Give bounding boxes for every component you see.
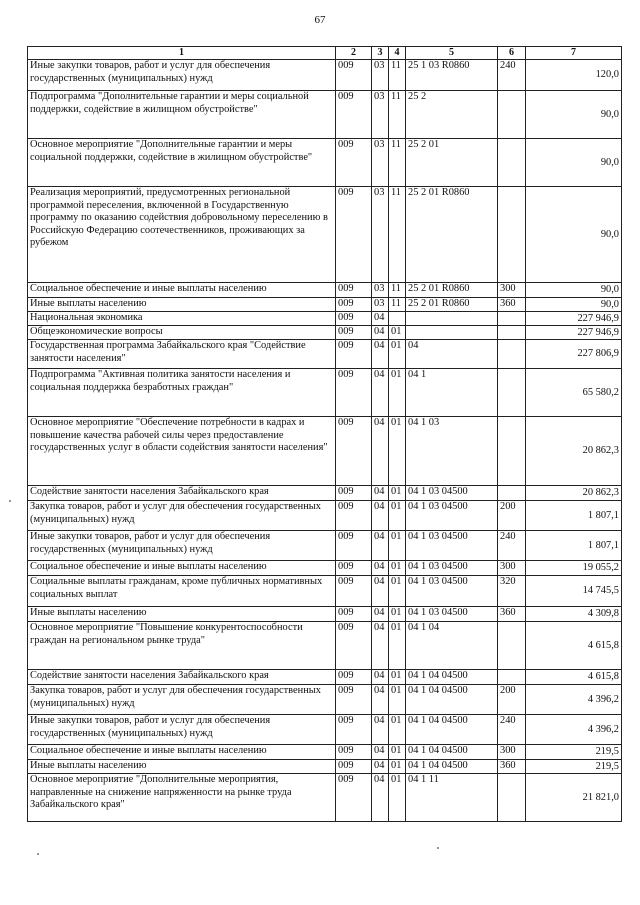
row-target-article: 04 1 03 [406,417,498,486]
scan-speck [37,853,39,855]
row-amount: 227 946,9 [526,326,622,340]
row-target-article: 04 1 04 04500 [406,745,498,760]
row-target-article: 04 1 04 [406,622,498,670]
row-subsection: 01 [389,561,406,576]
row-admin-code: 009 [336,91,372,139]
row-section: 04 [372,326,389,340]
row-subsection: 11 [389,60,406,91]
row-target-article: 25 2 01 R0860 [406,283,498,298]
row-amount: 20 862,3 [526,486,622,501]
row-expense-type [498,417,526,486]
table-row [28,774,622,822]
row-section: 04 [372,685,389,715]
row-amount: 90,0 [526,283,622,298]
row-amount: 219,5 [526,745,622,760]
row-admin-code: 009 [336,774,372,822]
row-amount: 1 807,1 [526,501,622,531]
table-row [28,60,622,91]
row-amount: 4 309,8 [526,607,622,622]
header-col-7: 7 [526,47,622,60]
row-subsection: 01 [389,685,406,715]
row-target-article: 04 1 04 04500 [406,685,498,715]
row-amount: 219,5 [526,760,622,774]
row-target-article [406,312,498,326]
row-admin-code: 009 [336,486,372,501]
row-name: Общеэкономические вопросы [28,326,336,340]
row-admin-code: 009 [336,607,372,622]
row-target-article: 04 1 03 04500 [406,607,498,622]
row-name: Иные выплаты населению [28,760,336,774]
row-target-article: 04 1 04 04500 [406,670,498,685]
row-section: 04 [372,760,389,774]
row-admin-code: 009 [336,622,372,670]
table-row [28,760,622,774]
row-name: Социальное обеспечение и иные выплаты населению [28,561,336,576]
row-name: Иные закупки товаров, работ и услуг для обеспечения государственных (муниципальных) нужд [28,531,336,561]
table-row [28,91,622,139]
header-col-5: 5 [406,47,498,60]
row-expense-type: 200 [498,501,526,531]
row-section: 04 [372,369,389,417]
row-admin-code: 009 [336,715,372,745]
row-name: Основное мероприятие "Дополнительные гарантии и меры социальной поддержки, содействие в жилищном обустройстве" [28,139,336,187]
row-admin-code: 009 [336,576,372,607]
row-section: 04 [372,622,389,670]
row-expense-type: 320 [498,576,526,607]
header-col-4: 4 [389,47,406,60]
row-admin-code: 009 [336,139,372,187]
table-row [28,298,622,312]
row-target-article: 25 2 01 R0860 [406,298,498,312]
row-name: Социальные выплаты гражданам, кроме публичных нормативных социальных выплат [28,576,336,607]
row-name: Закупка товаров, работ и услуг для обеспечения государственных (муниципальных) нужд [28,501,336,531]
row-amount: 1 807,1 [526,531,622,561]
budget-table [27,46,622,822]
header-col-1: 1 [28,47,336,60]
row-amount: 90,0 [526,91,622,139]
row-section: 04 [372,312,389,326]
row-admin-code: 009 [336,745,372,760]
row-name: Закупка товаров, работ и услуг для обеспечения государственных (муниципальных) нужд [28,685,336,715]
row-section: 04 [372,561,389,576]
header-col-6: 6 [498,47,526,60]
scan-speck [9,500,11,502]
row-target-article: 04 1 03 04500 [406,561,498,576]
table-row [28,622,622,670]
table-row [28,531,622,561]
row-amount: 90,0 [526,187,622,283]
row-section: 03 [372,283,389,298]
row-section: 04 [372,417,389,486]
row-target-article: 04 1 04 04500 [406,760,498,774]
row-target-article: 04 1 [406,369,498,417]
row-expense-type: 240 [498,531,526,561]
row-target-article: 04 1 11 [406,774,498,822]
row-subsection [389,312,406,326]
row-admin-code: 009 [336,501,372,531]
row-name: Основное мероприятие "Повышение конкурентоспособности граждан на региональном рынке труда" [28,622,336,670]
row-subsection: 01 [389,622,406,670]
row-subsection: 01 [389,670,406,685]
row-name: Содействие занятости населения Забайкальского края [28,670,336,685]
row-section: 03 [372,60,389,91]
table-row [28,670,622,685]
row-expense-type: 300 [498,283,526,298]
row-amount: 20 862,3 [526,417,622,486]
row-subsection: 01 [389,501,406,531]
row-amount: 4 615,8 [526,622,622,670]
row-name: Реализация мероприятий, предусмотренных региональной программой переселения, включенной в Государственную программу по оказанию содействия добровольному переселению в Российскую Федерацию соотечественников, проживающих за рубежом [28,187,336,283]
row-expense-type [498,369,526,417]
header-row [28,47,622,60]
row-subsection: 11 [389,91,406,139]
row-amount: 14 745,5 [526,576,622,607]
row-subsection: 01 [389,340,406,369]
row-amount: 227 946,9 [526,312,622,326]
row-name: Государственная программа Забайкальского края "Содействие занятости населения" [28,340,336,369]
table-row [28,187,622,283]
row-expense-type [498,187,526,283]
row-expense-type [498,139,526,187]
row-name: Основное мероприятие "Обеспечение потребности в кадрах и повышение качества рабочей силы через предоставление государственных услуг в области содействия занятости населения" [28,417,336,486]
row-expense-type: 240 [498,715,526,745]
row-target-article: 04 1 03 04500 [406,531,498,561]
row-target-article [406,326,498,340]
row-subsection: 01 [389,715,406,745]
row-expense-type [498,312,526,326]
row-name: Подпрограмма "Активная политика занятости населения и социальная поддержка безработных граждан" [28,369,336,417]
row-section: 04 [372,501,389,531]
row-admin-code: 009 [336,298,372,312]
row-amount: 65 580,2 [526,369,622,417]
row-amount: 227 806,9 [526,340,622,369]
table-row [28,685,622,715]
row-expense-type [498,670,526,685]
row-amount: 4 615,8 [526,670,622,685]
row-target-article: 04 1 04 04500 [406,715,498,745]
scan-speck [437,847,439,849]
row-subsection: 11 [389,283,406,298]
row-section: 04 [372,774,389,822]
row-target-article: 04 1 03 04500 [406,576,498,607]
table-row [28,745,622,760]
row-admin-code: 009 [336,187,372,283]
row-name: Иные закупки товаров, работ и услуг для обеспечения государственных (муниципальных) нужд [28,60,336,91]
row-name: Социальное обеспечение и иные выплаты населению [28,745,336,760]
table-row [28,369,622,417]
row-section: 04 [372,745,389,760]
header-col-2: 2 [336,47,372,60]
row-expense-type: 240 [498,60,526,91]
table-row [28,312,622,326]
row-subsection: 01 [389,326,406,340]
row-expense-type: 360 [498,298,526,312]
row-admin-code: 009 [336,561,372,576]
row-admin-code: 009 [336,312,372,326]
row-expense-type [498,622,526,670]
row-expense-type [498,486,526,501]
row-subsection: 01 [389,760,406,774]
row-expense-type: 300 [498,745,526,760]
row-target-article: 04 1 03 04500 [406,501,498,531]
table-row [28,561,622,576]
row-section: 03 [372,298,389,312]
row-name: Основное мероприятие "Дополнительные мероприятия, направленные на снижение напряженности на рынке труда Забайкальского края" [28,774,336,822]
row-subsection: 01 [389,369,406,417]
row-target-article: 04 [406,340,498,369]
row-subsection: 01 [389,576,406,607]
row-name: Иные выплаты населению [28,607,336,622]
row-expense-type: 300 [498,561,526,576]
table-row [28,340,622,369]
row-admin-code: 009 [336,531,372,561]
table-row [28,576,622,607]
row-expense-type [498,91,526,139]
row-amount: 19 055,2 [526,561,622,576]
row-expense-type: 360 [498,760,526,774]
row-name: Иные выплаты населению [28,298,336,312]
row-target-article: 25 2 01 [406,139,498,187]
row-name: Социальное обеспечение и иные выплаты населению [28,283,336,298]
row-expense-type [498,340,526,369]
row-admin-code: 009 [336,417,372,486]
row-subsection: 01 [389,531,406,561]
row-admin-code: 009 [336,283,372,298]
row-section: 03 [372,91,389,139]
row-amount: 4 396,2 [526,685,622,715]
row-section: 04 [372,607,389,622]
row-target-article: 25 2 01 R0860 [406,187,498,283]
row-subsection: 01 [389,745,406,760]
row-expense-type [498,774,526,822]
table-row [28,283,622,298]
row-admin-code: 009 [336,326,372,340]
row-section: 04 [372,340,389,369]
row-target-article: 25 2 [406,91,498,139]
row-admin-code: 009 [336,369,372,417]
table-row [28,607,622,622]
row-section: 04 [372,576,389,607]
table-row [28,486,622,501]
row-admin-code: 009 [336,60,372,91]
header-col-3: 3 [372,47,389,60]
row-section: 03 [372,139,389,187]
row-subsection: 01 [389,486,406,501]
row-section: 04 [372,531,389,561]
row-name: Содействие занятости населения Забайкальского края [28,486,336,501]
table-row [28,715,622,745]
table-row [28,139,622,187]
row-section: 04 [372,715,389,745]
row-amount: 4 396,2 [526,715,622,745]
row-expense-type [498,326,526,340]
row-expense-type: 360 [498,607,526,622]
row-name: Иные закупки товаров, работ и услуг для обеспечения государственных (муниципальных) нужд [28,715,336,745]
row-name: Подпрограмма "Дополнительные гарантии и меры социальной поддержки, содействие в жилищном обустройстве" [28,91,336,139]
row-admin-code: 009 [336,670,372,685]
row-admin-code: 009 [336,340,372,369]
row-amount: 90,0 [526,298,622,312]
row-name: Национальная экономика [28,312,336,326]
table-row [28,417,622,486]
row-section: 03 [372,187,389,283]
row-target-article: 04 1 03 04500 [406,486,498,501]
row-section: 04 [372,486,389,501]
row-subsection: 01 [389,774,406,822]
row-target-article: 25 1 03 R0860 [406,60,498,91]
row-subsection: 11 [389,139,406,187]
row-amount: 90,0 [526,139,622,187]
row-section: 04 [372,670,389,685]
page-number: 67 [314,14,326,26]
row-subsection: 01 [389,417,406,486]
row-admin-code: 009 [336,760,372,774]
row-subsection: 01 [389,607,406,622]
row-amount: 120,0 [526,60,622,91]
row-subsection: 11 [389,187,406,283]
row-admin-code: 009 [336,685,372,715]
table-row [28,326,622,340]
row-amount: 21 821,0 [526,774,622,822]
table-row [28,501,622,531]
row-subsection: 11 [389,298,406,312]
row-expense-type: 200 [498,685,526,715]
